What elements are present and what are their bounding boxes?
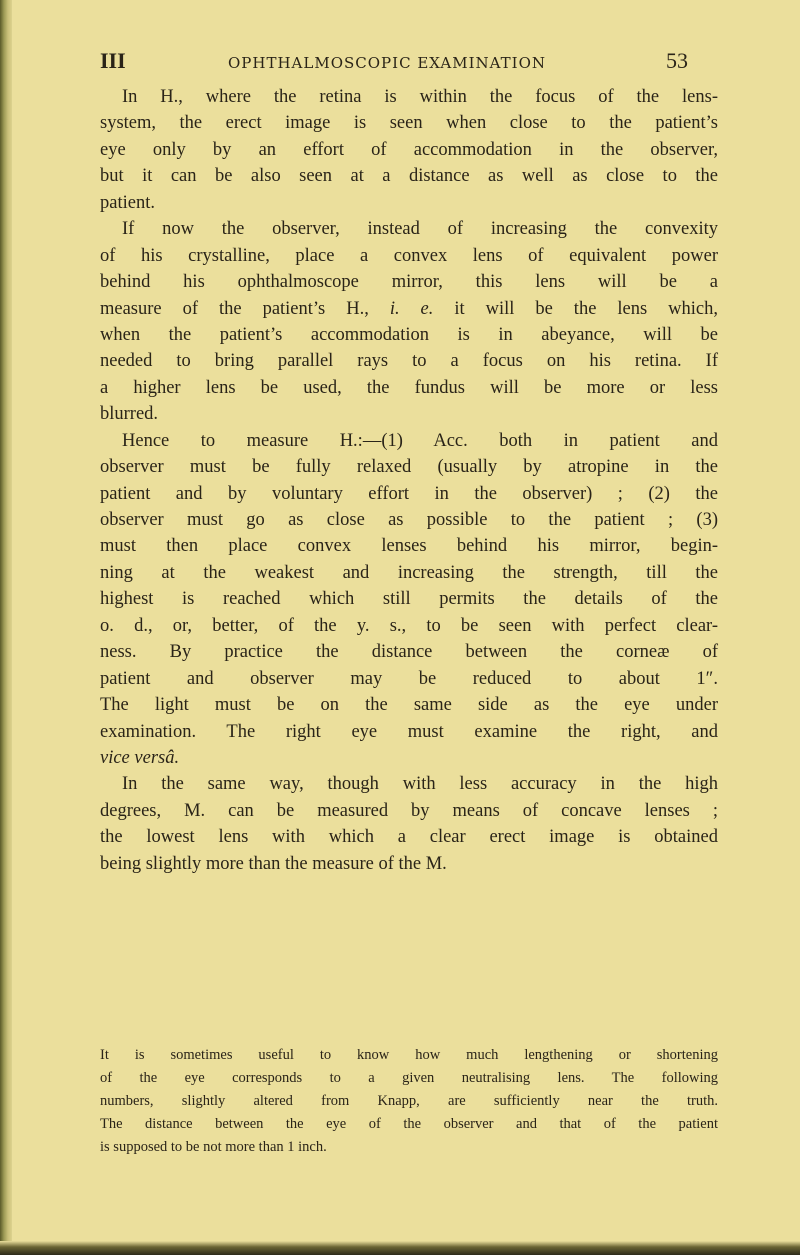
footnote-line: numbers, slightly altered from Knapp, are sufficiently near the truth. bbox=[100, 1093, 718, 1109]
text-segment: measure of the patient’s H., bbox=[100, 298, 390, 319]
text-line bbox=[100, 454, 718, 480]
text-segment: patient and by voluntary effort in the observer) ; (2) the bbox=[100, 483, 718, 504]
text-segment: when the patient’s accommodation is in abeyance, will be bbox=[100, 324, 718, 345]
text-segment: highest is reached which still permits the details of the bbox=[100, 589, 718, 610]
text-segment: behind his ophthalmoscope mirror, this lens will be a bbox=[100, 272, 718, 293]
text-line bbox=[100, 269, 718, 295]
footnote-line: The distance between the eye of the observer and that of the patient bbox=[100, 1116, 718, 1132]
text-line bbox=[100, 798, 718, 824]
page-bottom-edge bbox=[0, 1241, 800, 1255]
text-segment: ning at the weakest and increasing the strength, till the bbox=[100, 562, 718, 583]
text-line bbox=[100, 401, 718, 427]
text-segment: degrees, M. can be measured by means of concave lenses ; bbox=[100, 800, 718, 821]
page-number: 53 bbox=[666, 48, 688, 73]
text-segment: a higher lens be used, the fundus will be more or less bbox=[100, 377, 718, 398]
text-segment: system, the erect image is seen when close to the patient’s bbox=[100, 113, 718, 134]
text-segment: observer must go as close as possible to the patient ; (3) bbox=[100, 510, 718, 530]
text-segment: patient. bbox=[100, 192, 155, 213]
text-segment: In the same way, though with less accuracy in the high bbox=[122, 774, 718, 795]
text-line bbox=[100, 296, 718, 322]
footnote-line: It is sometimes useful to know how much lengthening or shortening bbox=[100, 1047, 718, 1063]
text-segment: In H., where the retina is within the focus of the lens- bbox=[122, 87, 718, 107]
text-line bbox=[100, 533, 718, 559]
text-line bbox=[100, 560, 718, 586]
text-segment: the lowest lens with which a clear erect image is obtained bbox=[100, 827, 718, 848]
text-line bbox=[100, 110, 718, 136]
running-title: OPHTHALMOSCOPIC EXAMINATION bbox=[228, 54, 547, 72]
text-segment: must then place convex lenses behind his mirror, begin- bbox=[100, 536, 718, 557]
text-segment: being slightly more than the measure of the M. bbox=[100, 853, 447, 874]
text-segment: it will be the lens which, bbox=[433, 298, 718, 319]
text-line bbox=[100, 137, 718, 163]
text-segment: i. e. bbox=[389, 298, 434, 319]
text-segment: patient and observer may be reduced to about 1″. bbox=[100, 668, 718, 689]
text-line bbox=[100, 163, 718, 189]
footnote-line: is supposed to be not more than 1 inch. bbox=[100, 1139, 327, 1155]
text-line bbox=[100, 481, 718, 507]
text-segment: blurred. bbox=[100, 404, 159, 425]
text-segment: o. d., or, better, of the y. s., to be seen with perfect clear- bbox=[100, 615, 718, 636]
text-line bbox=[100, 84, 718, 110]
text-segment: Hence to measure H.:—(1) Acc. both in patient and bbox=[122, 430, 718, 451]
text-line bbox=[100, 348, 718, 374]
text-line bbox=[100, 851, 718, 877]
text-segment: but it can be also seen at a distance as well as close to the bbox=[100, 166, 718, 187]
text-line bbox=[100, 586, 718, 612]
text-segment: of his crystalline, place a convex lens of equivalent power bbox=[100, 245, 718, 266]
text-line bbox=[100, 692, 718, 718]
text-line bbox=[100, 507, 718, 533]
text-segment: If now the observer, instead of increasing the convexity bbox=[122, 219, 718, 240]
text-segment: examination. The right eye must examine the right, and bbox=[100, 721, 718, 742]
text-line bbox=[100, 613, 718, 639]
text-line bbox=[100, 428, 718, 454]
text-line bbox=[100, 216, 718, 242]
text-segment: needed to bring parallel rays to a focus on his retina. If bbox=[100, 351, 718, 372]
text-line bbox=[100, 322, 718, 348]
text-line bbox=[100, 243, 718, 269]
text-segment: vice versâ. bbox=[100, 747, 180, 768]
text-line bbox=[100, 666, 718, 692]
text-line bbox=[100, 375, 718, 401]
text-segment: ness. By practice the distance between the corneæ of bbox=[100, 642, 718, 663]
text-line bbox=[100, 824, 718, 850]
text-line bbox=[100, 719, 718, 745]
footnote bbox=[100, 1044, 718, 1159]
text-segment: eye only by an effort of accommodation in the observer, bbox=[100, 139, 718, 160]
running-header bbox=[100, 48, 718, 78]
text-line bbox=[100, 639, 718, 665]
text-line bbox=[100, 745, 718, 771]
text-line bbox=[100, 771, 718, 797]
text-segment: observer must be fully relaxed (usually by atropine in the bbox=[100, 457, 718, 478]
book-binding-edge bbox=[0, 0, 12, 1255]
text-segment: The light must be on the same side as the eye under bbox=[100, 695, 718, 716]
footnote-line: of the eye corresponds to a given neutralising lens. The following bbox=[100, 1070, 718, 1086]
text-line bbox=[100, 190, 718, 216]
body-text bbox=[100, 84, 718, 877]
chapter-number: III bbox=[100, 48, 126, 73]
